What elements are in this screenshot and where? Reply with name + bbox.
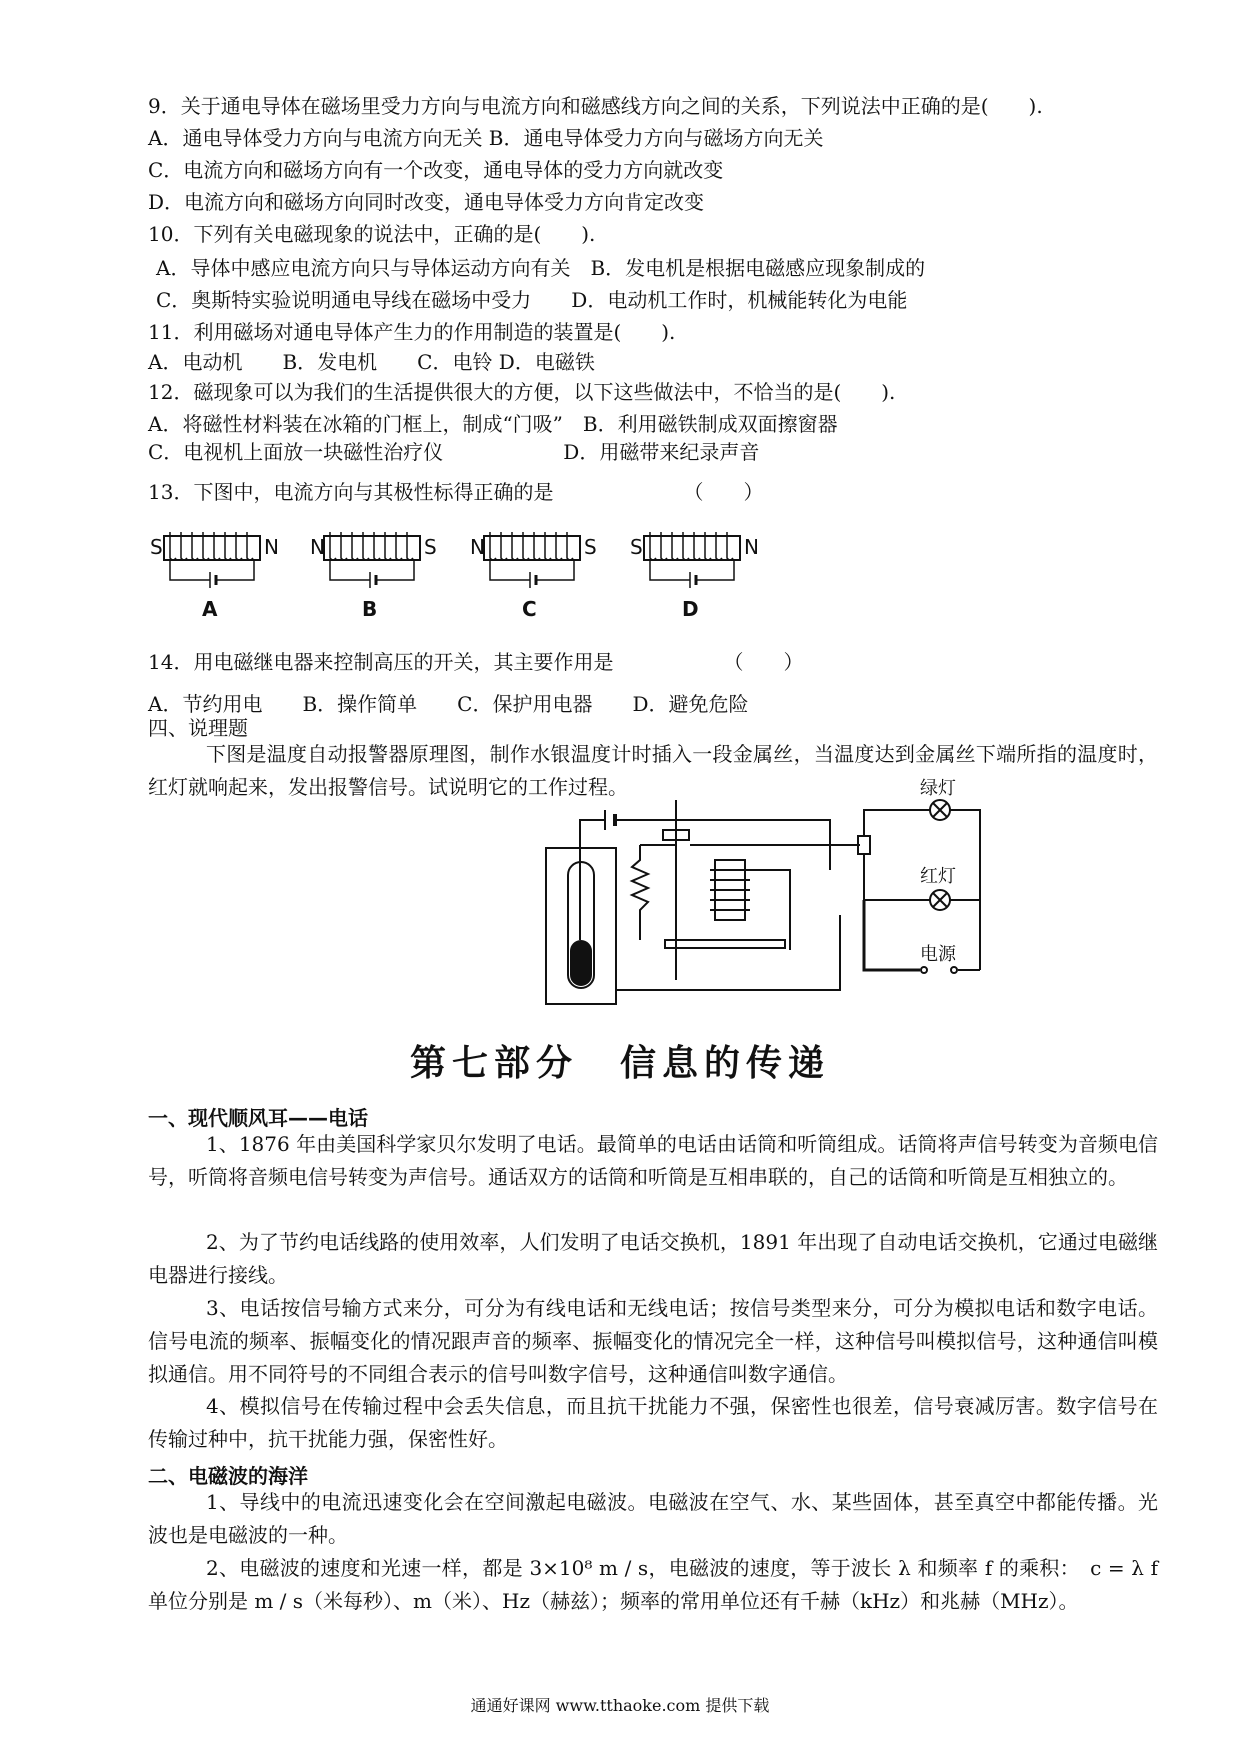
coil-wire-right <box>216 560 254 580</box>
part7-s1-heading: 一、现代顺风耳——电话 <box>148 1106 368 1130</box>
q12-stem: 12．磁现象可以为我们的生活提供很大的方便，以下这些做法中，不恰当的是( ). <box>148 380 896 404</box>
relay-base <box>665 940 785 948</box>
mercury-column <box>570 940 592 986</box>
wire-green <box>864 810 930 820</box>
section4-heading: 四、说理题 <box>148 716 248 740</box>
q14-stem: 14．用电磁继电器来控制高压的开关，其主要作用是 （ ） <box>148 650 804 674</box>
coil-core <box>484 536 580 560</box>
red-lamp-label: 红灯 <box>920 866 956 887</box>
coil-wire-left <box>490 560 530 580</box>
coil-option-label: A <box>202 597 218 621</box>
coil-wire-left <box>330 560 370 580</box>
coil-core <box>644 536 740 560</box>
wire-bottom <box>616 915 840 990</box>
coil-left-pole: S <box>630 535 643 559</box>
q11-stem: 11．利用磁场对通电导体产生力的作用制造的装置是( ). <box>148 320 676 344</box>
power-terminal-right <box>951 967 957 973</box>
coil-core <box>324 536 420 560</box>
coil-wire-left <box>170 560 210 580</box>
wire-power-left <box>864 900 920 970</box>
q13-solenoid-figures <box>150 520 830 620</box>
coil-right-pole: S <box>424 535 437 559</box>
coil-left-pole: N <box>310 535 325 559</box>
power-label: 电源 <box>920 944 956 965</box>
coil-option-label: B <box>362 597 378 621</box>
coil-wire-right <box>376 560 414 580</box>
coil-figure-c <box>470 532 597 621</box>
q10-stem: 10．下列有关电磁现象的说法中，正确的是( ). <box>148 222 596 246</box>
coil-option-label: C <box>522 597 537 621</box>
wire-red <box>864 890 930 900</box>
q13-stem: 13．下图中，电流方向与其极性标得正确的是 （ ） <box>148 480 764 504</box>
q9-stem: 9．关于通电导体在磁场里受力方向与电流方向和磁感线方向之间的关系，下列说法中正确的是( ). <box>148 94 1043 118</box>
part7-s2-p1: 1、导线中的电流迅速变化会在空间激起电磁波。电磁波在空气、水、某些固体，甚至真空中都能传播。光波也是电磁波的一种。 <box>148 1490 1158 1547</box>
q12-options-ab: A．将磁性材料装在冰箱的门框上，制成“门吸” B．利用磁铁制成双面擦窗器 <box>148 412 838 436</box>
wire-top-left <box>580 820 605 830</box>
q11-options: A．电动机 B．发电机 C．电铃 D．电磁铁 <box>148 350 595 374</box>
coil-wire-left <box>650 560 690 580</box>
page-footer: 通通好课网 www.tthaoke.com 提供下载 <box>470 1696 770 1715</box>
power-terminal-left <box>921 967 927 973</box>
coil-option-label: D <box>682 597 699 621</box>
coil-right-pole: N <box>264 535 279 559</box>
coil-wire-right <box>696 560 734 580</box>
coil-core <box>164 536 260 560</box>
q14-options: A．节约用电 B．操作简单 C．保护用电器 D．避免危险 <box>148 692 749 716</box>
q9-option-c: C．电流方向和磁场方向有一个改变，通电导体的受力方向就改变 <box>148 158 724 182</box>
temperature-alarm-diagram <box>540 778 1000 1010</box>
part7-s1-p4: 4、模拟信号在传输过程中会丢失信息，而且抗干扰能力不强，保密性也很差，信号衰减厉害。数字信号在传输过种中，抗干扰能力强，保密性好。 <box>148 1394 1158 1451</box>
coil-left-pole: N <box>470 535 485 559</box>
part7-s1-p1: 1、1876 年由美国科学家贝尔发明了电话。最简单的电话由话筒和听筒组成。话筒将声信号转变为音频电信号，听筒将音频电信号转变为声信号。通话双方的话筒和听筒是互相串联的，自己的话筒和听筒是互相独立的。 <box>148 1132 1158 1189</box>
relay-spring <box>632 845 648 940</box>
section4-text: 下图是温度自动报警器原理图，制作水银温度计时插入一段金属丝，当温度达到金属丝下端所指的温度时，红灯就响起来，发出报警信号。试说明它的工作过程。 <box>148 742 1158 799</box>
q9-option-d: D．电流方向和磁场方向同时改变，通电导体受力方向肯定改变 <box>148 190 705 214</box>
part7-s2-heading: 二、电磁波的海洋 <box>148 1464 308 1488</box>
q12-options-cd: C．电视机上面放一块磁性治疗仪 D．用磁带来纪录声音 <box>148 440 760 464</box>
coil-right-pole: N <box>744 535 759 559</box>
part7-s1-p2: 2、为了节约电话线路的使用效率，人们发明了电话交换机，1891 年出现了自动电话交换机，它通过电磁继电器进行接线。 <box>148 1230 1158 1287</box>
green-lamp-label: 绿灯 <box>920 778 956 799</box>
coil-figure-a <box>150 532 279 621</box>
part7-title: 第七部分 信息的传递 <box>409 1042 830 1084</box>
q9-options-ab: A．通电导体受力方向与电流方向无关 B．通电导体受力方向与磁场方向无关 <box>148 126 824 150</box>
q10-options-cd: C．奥斯特实验说明通电导线在磁场中受力 D．电动机工作时，机械能转化为电能 <box>156 288 908 312</box>
part7-s1-p3: 3、电话按信号输方式来分，可分为有线电话和无线电话；按信号类型来分，可分为模拟电话和数字电话。信号电流的频率、振幅变化的情况跟声音的频率、振幅变化的情况完全一样，这种信号叫模拟信号，这种通信叫模拟通信。用不同符号的不同组合表示的信号叫数字信号，这种通信叫数字通信。 <box>148 1296 1158 1386</box>
coil-wire-right <box>536 560 574 580</box>
coil-right-pole: S <box>584 535 597 559</box>
part7-s2-p2: 2、电磁波的速度和光速一样，都是 3×10⁸ m / s，电磁波的速度，等于波长 λ 和频率 f 的乘积： c = λ f 单位分别是 m / s（米每秒）、m（米）、Hz（赫兹）；频率的常用单位还有千赫（kHz）和兆赫（MHz）。 <box>148 1556 1185 1613</box>
coil-figure-d <box>630 532 759 621</box>
coil-left-pole: S <box>150 535 163 559</box>
q10-options-ab: A．导体中感应电流方向只与导体运动方向有关 B．发电机是根据电磁感应现象制成的 <box>156 256 926 280</box>
coil-figure-b <box>310 532 437 621</box>
coil-lead-top <box>750 870 790 950</box>
